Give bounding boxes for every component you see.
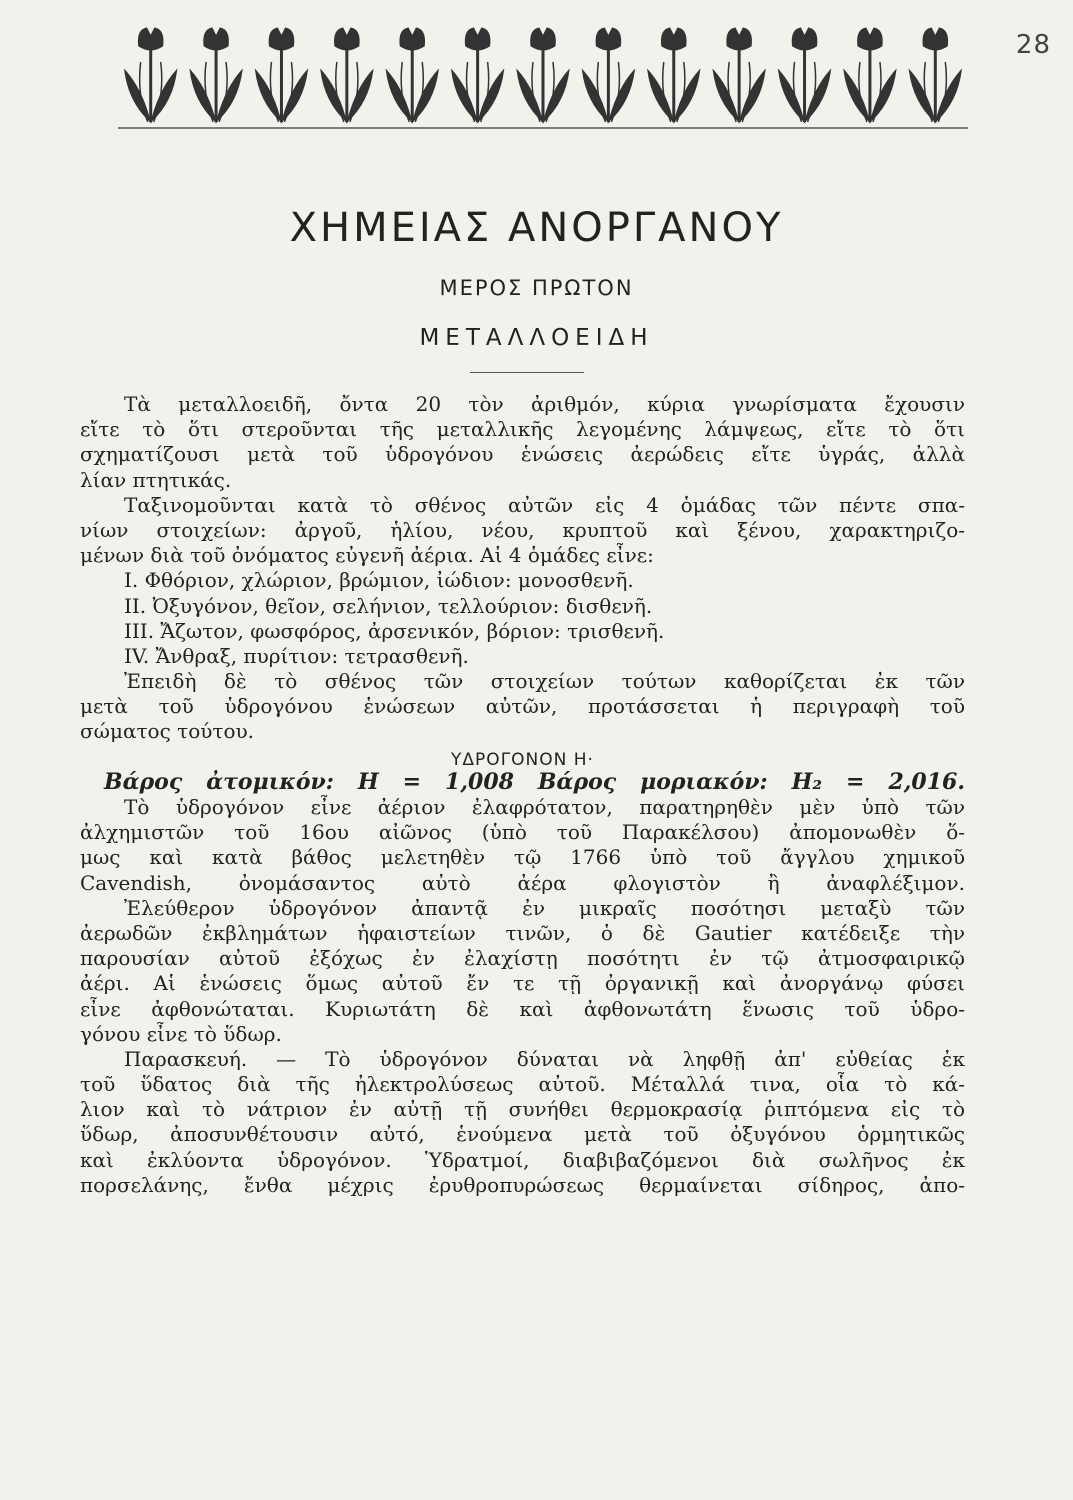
tulip-icon [255,28,307,122]
text-line: Παρασκευή. — Τὸ ὑδρογόνον δύναται νὰ ληφθῇ ἀπ' εὐθείας ἐκ [124,1046,965,1071]
text-line: Ἐπειδὴ δὲ τὸ σθένος τῶν στοιχείων τούτων καθορίζεται ἐκ τῶν [124,669,965,694]
list-item: II. Ὀξυγόνον, θεῖον, σελήνιον, τελλούριον: δισθενῆ. [124,593,653,618]
tulip-icon [452,28,504,122]
text-line: μένων διὰ τοῦ ὀνόματος εὐγενῆ ἀέρια. Αἱ 4 ὁμάδες εἶνε: [80,543,654,568]
tulip-icon [386,28,438,122]
tulip-icon [582,28,634,122]
tulip-icon [713,28,765,122]
text-line: Ταξινομοῦνται κατὰ τὸ σθένος αὐτῶν εἰς 4 ὁμάδας τῶν πέντε σπα- [124,492,965,517]
tulip-border-ornament [118,22,968,137]
text-line: Ἐλεύθερον ὑδρογόνον ἀπαντᾷ ἐν μικραῖς ποσότησι μεταξὺ τῶν [124,895,965,920]
text-line: γόνου εἶνε τὸ ὕδωρ. [80,1021,282,1046]
list-item: I. Φθόριον, χλώριον, βρώμιον, ἰώδιον: μονοσθενῆ. [124,568,634,593]
text-line: ἀερωδῶν ἐκβλημάτων ἡφαιστείων τινῶν, ὁ δὲ Gautier κατέδειξε τὴν [80,920,965,945]
text-line: Τὸ ὑδρογόνον εἶνε ἀέριον ἐλαφρότατον, παρατηρηθὲν μὲν ὑπὸ τῶν [124,795,965,819]
text-line: τοῦ ὕδατος διὰ τῆς ἠλεκτρολύσεως αὐτοῦ. Μέταλλά τινα, οἷα τὸ κά- [80,1072,965,1097]
text-line: σχηματίζουσι μετὰ τοῦ ὑδρογόνου ἑνώσεις ἀερώδεις εἴτε ὑγράς, ἀλλὰ [80,442,965,467]
tulip-icon [190,28,242,122]
subsection-heading: ΥΔΡΟΓΟΝΟΝ Η· [451,749,594,770]
text-line: μως καὶ κατὰ βάθος μελετηθὲν τῷ 1766 ὑπὸ τοῦ ἄγγλου χημικοῦ [80,845,965,870]
text-line: εἶνε ἀφθονώταται. Κυριωτάτη δὲ καὶ ἀφθονωτάτη ἕνωσις τοῦ ὑδρο- [80,996,965,1021]
text-line: εἴτε τὸ ὅτι στεροῦνται τῆς μεταλλικῆς λεγομένης λάμψεως, εἴτε τὸ ὅτι [80,417,965,442]
text-line: σώματος τούτου. [80,719,255,744]
text-line: καὶ ἐκλύοντα ὑδρογόνον. Ὑδρατμοί, διαβιβαζόμενοι διὰ σωλῆνος ἐκ [80,1147,965,1172]
text-line: ἀλχημιστῶν τοῦ 16ου αἰῶνος (ὑπὸ τοῦ Παρακέλσου) ἀπομονωθὲν ὅ- [80,820,965,845]
page-number: 28 [1015,30,1051,60]
tulip-icon [844,28,896,122]
text-body [80,392,965,1198]
text-line: μετὰ τοῦ ὑδρογόνου ἑνώσεων αὐτῶν, προτάσσεται ἡ περιγραφὴ τοῦ [80,694,965,719]
section-title: ΜΕΤΑΛΛΟΕΙΔΗ [419,325,654,351]
text-line: Cavendish, ὀνομάσαντος αὐτὸ ἀέρα φλογιστὸν ἢ ἀναφλέξιμον. [80,870,965,895]
text-line: παρουσίαν αὐτοῦ ἐξόχως ἐν ἐλαχίστῃ ποσότητι ἐν τῷ ἀτμοσφαιρικῷ [80,946,965,971]
list-item: III. Ἄζωτον, φωσφόρος, ἀρσενικόν, βόριον: τρισθενῆ. [124,618,665,643]
text-line: ἀέρι. Αἱ ἑνώσεις ὅμως αὐτοῦ ἔν τε τῇ ὀργανικῇ καὶ ἀνοργάνῳ φύσει [80,971,965,996]
text-line: Τὰ μεταλλοειδῆ, ὄντα 20 τὸν ἀριθμόν, κύρια γνωρίσματα ἔχουσιν [124,392,965,416]
tulip-icon [909,28,961,122]
atomic-weight-formula: Βάρος ἀτομικόν: H = 1,008 Βάρος μοριακόν: H₂ = 2,016. [104,768,965,795]
list-item: IV. Ἄνθραξ, πυρίτιον: τετρασθενῆ. [124,643,469,668]
tulip-icon [321,28,373,122]
tulip-icon [125,28,177,122]
title-divider [470,372,584,373]
text-line: ὕδωρ, ἀποσυνθέτουσιν αὐτό, ἑνούμενα μετὰ τοῦ ὀξυγόνου ὁρμητικῶς [80,1122,965,1147]
page-title: ΧΗΜΕΙΑΣ ΑΝΟΡΓΑΝΟΥ [289,205,784,251]
text-line: λιον καὶ τὸ νάτριον ἐν αὐτῇ τῇ συνήθει θερμοκρασίᾳ ῥιπτόμενα εἰς τὸ [80,1097,965,1122]
text-line: λίαν πτητικάς. [80,467,232,492]
tulip-icon [517,28,569,122]
tulip-icon [648,28,700,122]
tulip-icon [779,28,831,122]
text-line: πορσελάνης, ἔνθα μέχρις ἐρυθροπυρώσεως θερμαίνεται σίδηρος, ἀπο- [80,1172,965,1197]
text-line: νίων στοιχείων: ἀργοῦ, ἡλίου, νέου, κρυπτοῦ καὶ ξένου, χαρακτηριζο- [80,517,965,542]
page-subtitle: ΜΕΡΟΣ ΠΡΩΤΟΝ [439,276,634,300]
